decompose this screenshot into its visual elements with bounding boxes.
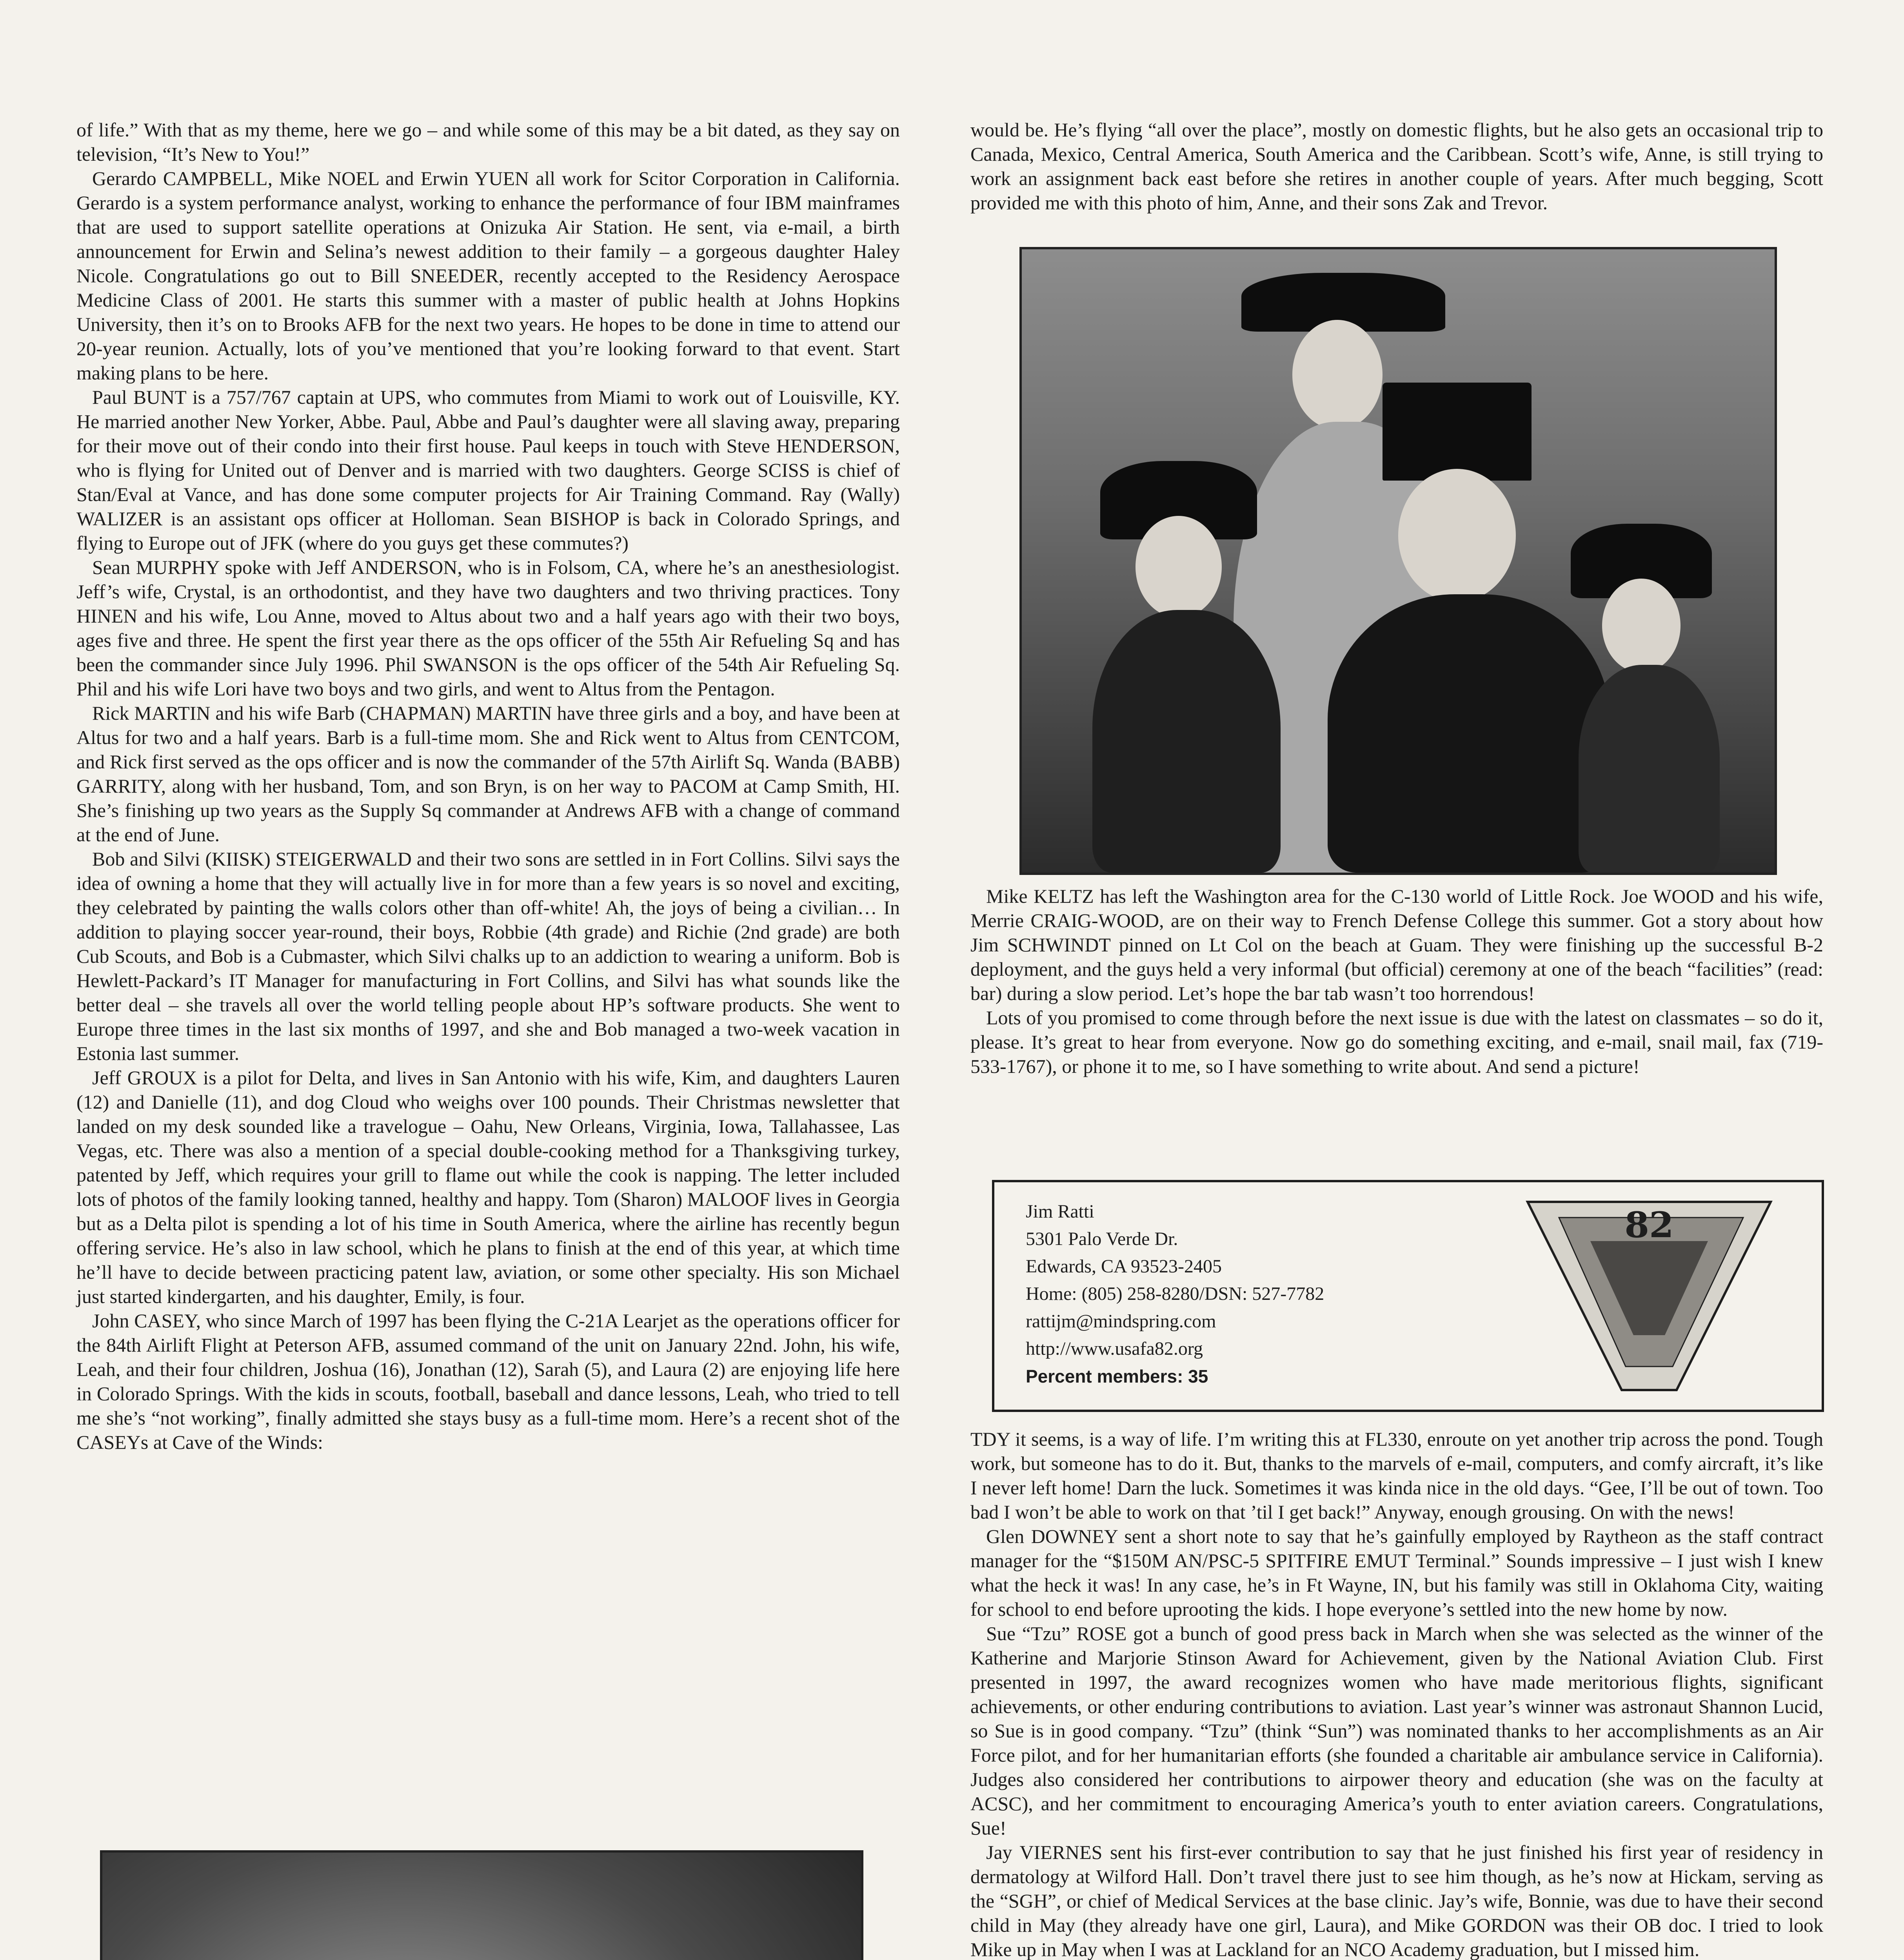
paragraph-tdy: TDY it seems, is a way of life. I’m writing this at FL330, enroute on yet another trip across the pond. Tough work, but someone has to do it. But, thanks to the marvels of e-mail, computers, and comfy aircraft, it’s like I never left home! Darn the luck. Sometimes it was kinda nice in the old days. “Gee, I’ll be out of town. Too bad I won’t be able to work on that ’til I get back!” Anyway, enough grousing. On with the news! <box>970 1428 1823 1523</box>
paragraph-intro: of life.” With that as my theme, here we go – and while some of this may be a bit dated, as they say on television, “It’s New to You!” <box>76 119 900 165</box>
paragraph-bunt: Paul BUNT is a 757/767 captain at UPS, who commutes from Miami to work out of Louisville, KY. He married another New Yorker, Abbe. Paul, Abbe and Paul’s daughter were all slaving away, preparing for their move out of their condo into their first house. Paul keeps in touch with Steve HENDERSON, who is flying for United out of Denver and is married with two daughters. George SCISS is chief of Stan/Eval at Vance, and has done some computer projects for Air Training Command. Ray (Wally) WALIZER is an assistant ops officer at Holloman. Sean BISHOP is back in Colorado Springs, and flying to Europe out of JFK (where do you guys get these commutes?) <box>76 386 900 554</box>
contact-email[interactable]: rattijm@mindspring.com <box>1026 1311 1216 1332</box>
paragraph-campbell: Gerardo CAMPBELL, Mike NOEL and Erwin YUEN all work for Scitor Corporation in California. Gerardo is a system performance analyst, working to enhance the performance of four IBM mainframes that are used to support satellite operations at Onizuka Air Station. He sent, via e-mail, a birth announcement for Erwin and Selina’s newest addition to their family – a gorgeous daughter Haley Nicole. Congratulations go out to Bill SNEEDER, recently accepted to the Residency Aerospace Medicine Class of 2001. He starts this summer with a master of public health at Johns Hopkins University, then it’s on to Brooks AFB for the next two years. He hopes to be done in time to attend our 20-year reunion. Actually, lots of you’ve mentioned that you’re looking forward to that event. Start making plans to be here. <box>76 167 900 384</box>
contact-website[interactable]: http://www.usafa82.org <box>1026 1338 1203 1359</box>
paragraph-casey: John CASEY, who since March of 1997 has been flying the C-21A Learjet as the operations officer for the 84th Airlift Flight at Peterson AFB, assumed command of the unit on January 22nd. John, his wife, Leah, and their four children, Joshua (16), Jonathan (12), Sarah (5), and Laura (2) are enjoying life here in Colorado Springs. With the kids in scouts, football, baseball and dance lessons, Leah, who tried to tell me she’s “not working”, finally admitted she stays busy as a full-time mom. Here’s a recent shot of the CASEYs at Cave of the Winds: <box>76 1310 900 1453</box>
paragraph-murphy: Sean MURPHY spoke with Jeff ANDERSON, who is in Folsom, CA, where he’s an anesthesiologist. Jeff’s wife, Crystal, is an orthodontist, and they have two daughters and two thriving practices. Tony HINEN and his wife, Lou Anne, moved to Altus about two and a half years ago with their two boys, ages five and three. He spent the first year there as the ops officer of the 55th Air Refueling Sq and has been the commander since July 1996. Phil SWANSON is the ops officer of the 54th Air Refueling Sq. Phil and his wife Lori have two boys and two girls, and went to Altus from the Pentagon. <box>76 556 900 700</box>
contact-name: Jim Ratti <box>1026 1201 1094 1222</box>
hat <box>1383 383 1532 481</box>
paragraph-martin: Rick MARTIN and his wife Barb (CHAPMAN) MARTIN have three girls and a boy, and have been at Altus for two and a half years. Barb is a full-time mom. She and Rick went to Altus from CENTCOM, and Rick first served as the ops officer and is now the commander of the 57th Airlift Sq. Wanda (BABB) GARRITY, along with her husband, Tom, and son Bryn, is on her way to PACOM at Camp Smith, HI. She’s finishing up two years as the Supply Sq commander at Andrews AFB with a change of command at the end of June. <box>76 702 900 846</box>
paragraph-viernes: Jay VIERNES sent his first-ever contribution to say that he just finished his first year of residency in dermatology at Wilford Hall. Don’t travel there just to see him though, as he’s now at Hickam, serving as the “SGH”, or chief of Medical Services at the base clinic. Jay’s wife, Bonnie, was due to have their second child in May (they already have one girl, Laura), and Mike GORDON was their OB doc. I tried to look Mike up in May when I was at Lackland for an NCO Academy graduation, but I missed him. <box>970 1841 1823 1960</box>
person-face <box>1602 579 1681 673</box>
paragraph-call-for-news: Lots of you promised to come through before the next issue is due with the latest on classmates – so do it, please. It’s great to hear from everyone. Now go do something exciting, and e-mail, snail mail, fax (719-533-1767), or phone it to me, so I have something to write about. And send a picture! <box>970 1007 1823 1077</box>
class-crest-icon <box>1512 1194 1786 1398</box>
right-column-mid <box>970 884 1823 1078</box>
person-figure <box>1328 594 1610 873</box>
person-figure <box>1092 610 1281 873</box>
right-column-lower <box>970 1427 1823 1960</box>
percent-members: Percent members: 35 <box>1026 1366 1208 1387</box>
contact-street: 5301 Palo Verde Dr. <box>1026 1229 1178 1249</box>
paragraph-butcher-continued: would be. He’s flying “all over the place”, mostly on domestic flights, but he also gets an occasional trip to Canada, Mexico, Central America, South America and the Caribbean. Scott’s wife, Anne, is still trying to work an assignment back east before she retires in another couple of years. After much begging, Scott provided me with this photo of him, Anne, and their sons Zak and Trevor. <box>970 119 1823 214</box>
person-face <box>1398 469 1516 602</box>
right-column-top <box>970 118 1823 215</box>
contact-lines <box>1026 1198 1324 1390</box>
correspondent-contact-box <box>992 1180 1824 1412</box>
paragraph-keltz: Mike KELTZ has left the Washington area for the C-130 world of Little Rock. Joe WOOD and his wife, Merrie CRAIG-WOOD, are on their way to French Defense College this summer. Got a story about how Jim SCHWINDT pinned on Lt Col on the beach at Guam. They were finishing up the successful B-2 deployment, and the guys held a very informal (but official) ceremony at one of the beach “facilities” (read: bar) during a slow period. Let’s hope the bar tab wasn’t too horrendous! <box>970 885 1823 1004</box>
casey-family-photo <box>100 1850 863 1960</box>
paragraph-groux: Jeff GROUX is a pilot for Delta, and lives in San Antonio with his wife, Kim, and daughters Lauren (12) and Danielle (11), and dog Cloud who weighs over 100 pounds. Their Christmas newsletter that landed on my desk sounded like a travelogue – Oahu, New Orleans, Virginia, Iowa, Tallahassee, Las Vegas, etc. There was also a mention of a special double-cooking method for a Thanksgiving turkey, patented by Jeff, which requires your grill to flame out while the cook is napping. The letter included lots of photos of the family looking tanned, healthy and happy. Tom (Sharon) MALOOF lives in Georgia but as a Delta pilot is spending a lot of his time in South America, where the airline has recently begun offering service. He’s also in law school, which he plans to finish at the end of this year, at which time he’ll have to decide between practicing patent law, aviation, or some other specialty. His son Michael just started kindergarten, and his daughter, Emily, is four. <box>76 1067 900 1307</box>
contact-phone: Home: (805) 258-8280/DSN: 527-7782 <box>1026 1283 1324 1304</box>
contact-city: Edwards, CA 93523-2405 <box>1026 1256 1222 1277</box>
paragraph-rose: Sue “Tzu” ROSE got a bunch of good press back in March when she was selected as the winner of the Katherine and Marjorie Stinson Award for Achievement, given by the National Aviation Club. First presented in 1997, the award recognizes women who have made meritorious flights, significant achievements, or other enduring contributions to aviation. Last year’s winner was astronaut Shannon Lucid, so Sue is in good company. “Tzu” (think “Sun”) was nominated thanks to her accomplishments as an Air Force pilot, and for her humanitarian efforts (she founded a charitable air ambulance service in California). Judges also considered her contributions to airpower theory and education (she was on the faculty at ACSC), and her commitment to encouraging America’s youth to enter aviation careers. Congratulations, Sue! <box>970 1622 1823 1839</box>
paragraph-downey: Glen DOWNEY sent a short note to say that he’s gainfully employed by Raytheon as the staff contract manager for the “$150M AN/PSC-5 SPITFIRE EMUT Terminal.” Sounds impressive – I just wish I knew what the heck it was! In any case, he’s in Ft Wayne, IN, but his family was still in Oklahoma City, waiting for school to end before uprooting the kids. I hope everyone’s settled into the new home by now. <box>970 1525 1823 1620</box>
crest-label: 82 <box>1624 1204 1674 1246</box>
paragraph-steigerwald: Bob and Silvi (KIISK) STEIGERWALD and their two sons are settled in in Fort Collins. Silvi says the idea of owning a home that they will actually live in for more than a few years is so novel and exciting, they celebrated by painting the walls colors other than off-white! Ah, the joys of being a civilian… In addition to playing soccer year-round, their boys, Robbie (4th grade) and Richie (2nd grade) are both Cub Scouts, and Bob is a Cubmaster, which Silvi chalks up to an addiction to wearing a uniform. Bob is Hewlett-Packard’s IT Manager for manufacturing in Fort Collins, and Silvi has what sounds like the better deal – she travels all over the world telling people about HP’s software products. She went to Europe three times in the last six months of 1997, and she and Bob managed a two-week vacation in Estonia last summer. <box>76 848 900 1064</box>
left-column <box>76 118 900 1454</box>
person-face <box>1135 516 1222 618</box>
person-figure <box>1579 665 1720 873</box>
person-face <box>1292 320 1383 430</box>
butcher-family-photo <box>1019 247 1777 875</box>
